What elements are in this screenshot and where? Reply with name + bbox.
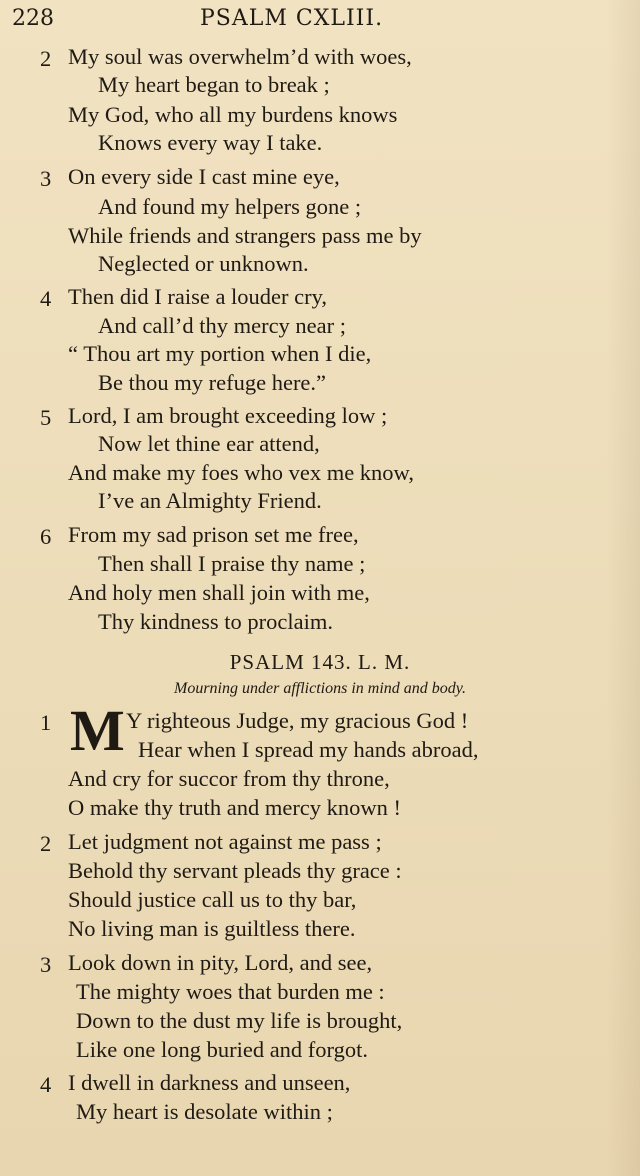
verse-line: “ Thou art my portion when I die, (68, 341, 372, 366)
stanza-number: 5 (40, 405, 52, 430)
verse-line: While friends and strangers pass me by (68, 223, 422, 248)
running-header (0, 2, 640, 38)
running-title: PSALM CXLIII. (200, 6, 384, 31)
stanza-number: 1 (40, 710, 52, 735)
verse-line: Behold thy servant pleads thy grace : (68, 858, 402, 883)
drop-cap: M (70, 698, 125, 763)
stanza-number: 4 (40, 286, 52, 311)
verse-line: Let judgment not against me pass ; (68, 829, 382, 854)
stanza-number: 2 (40, 831, 52, 856)
verse-line: Thy kindness to proclaim. (98, 609, 333, 634)
verse-line: Down to the dust my life is brought, (76, 1008, 403, 1033)
stanza-number: 6 (40, 524, 52, 549)
stanza-number: 4 (40, 1072, 52, 1097)
verse-line: On every side I cast mine eye, (68, 164, 340, 189)
verse-line: And cry for succor from thy throne, (68, 766, 390, 791)
verse-line: Look down in pity, Lord, and see, (68, 950, 373, 975)
verse-line: My soul was overwhelm’d with woes, (68, 44, 412, 69)
verse-line: And call’d thy mercy near ; (98, 313, 347, 338)
verse-line: Neglected or unknown. (98, 251, 309, 276)
psalm-heading: PSALM 143. L. M. (229, 650, 411, 674)
verse-line: Then shall I praise thy name ; (98, 551, 366, 576)
stanza-number: 3 (40, 952, 52, 977)
verse-line: My heart began to break ; (98, 72, 330, 97)
verse-line: I dwell in darkness and unseen, (68, 1070, 351, 1095)
verse-line: O make thy truth and mercy known ! (68, 795, 402, 820)
verse-line: Like one long buried and forgot. (76, 1037, 369, 1062)
verse-line: Knows every way I take. (98, 130, 323, 155)
verse-line: Hear when I spread my hands abroad, (138, 737, 479, 762)
verse-line: Should justice call us to thy bar, (68, 887, 357, 912)
verse-line: And make my foes who vex me know, (68, 460, 414, 485)
verse-line: Be thou my refuge here.” (98, 370, 327, 395)
stanza-number: 3 (40, 166, 52, 191)
verse-line: Lord, I am brought exceeding low ; (68, 403, 388, 428)
verse-line: And holy men shall join with me, (68, 580, 370, 605)
verse-line: From my sad prison set me free, (68, 522, 359, 547)
page-number: 228 (12, 6, 54, 31)
verse-line: My heart is desolate within ; (76, 1099, 333, 1124)
verse-line: I’ve an Almighty Friend. (98, 488, 322, 513)
verse-line: The mighty woes that burden me : (76, 979, 385, 1004)
verse-line: Then did I raise a louder cry, (68, 284, 328, 309)
verse-line: No living man is guiltless there. (68, 916, 356, 941)
psalm-subtitle: Mourning under afflictions in mind and body. (174, 680, 466, 697)
verse-line: My God, who all my burdens knows (68, 102, 398, 127)
verse-line: Y righteous Judge, my gracious God ! (126, 708, 469, 733)
stanza-number: 2 (40, 46, 52, 71)
verse-line: Now let thine ear attend, (98, 431, 320, 456)
verse-line: And found my helpers gone ; (98, 194, 362, 219)
